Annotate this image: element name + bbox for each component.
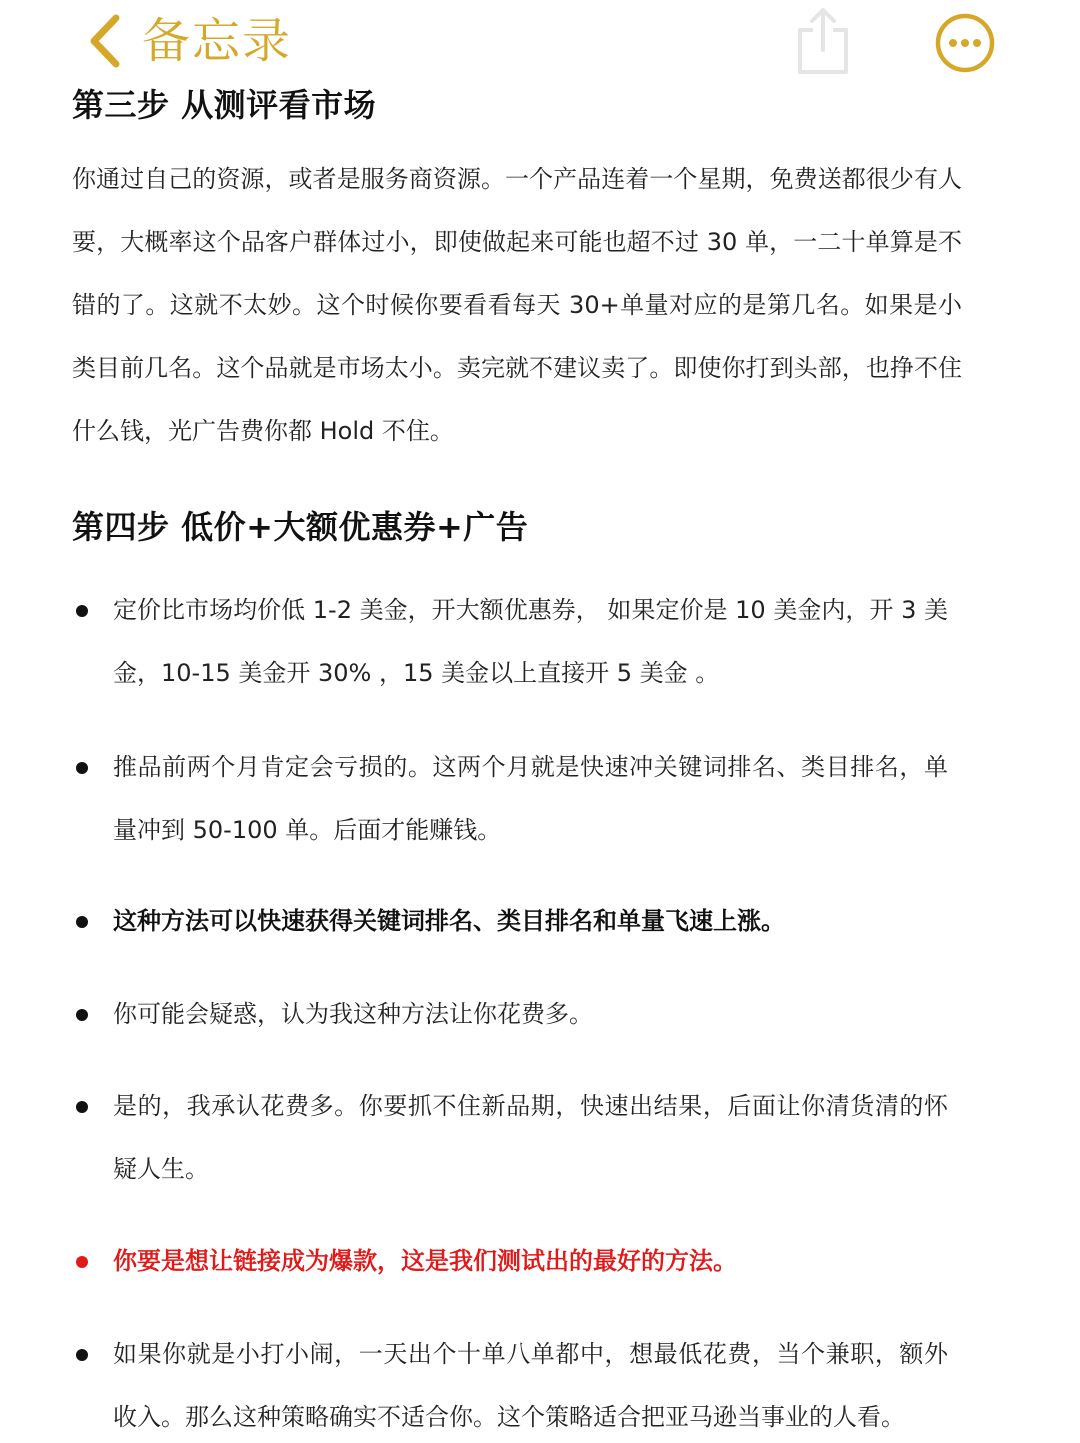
back-label: 备忘录 (142, 13, 293, 69)
list-item (72, 890, 962, 953)
section-4-heading: 第四步 低价+大额优惠券+广告 (72, 508, 529, 546)
navigation-bar (0, 0, 1080, 84)
bullet-dot (76, 916, 88, 928)
list-item (72, 579, 962, 705)
bullet-dot (76, 1256, 88, 1268)
bullet-dot (76, 1349, 88, 1361)
list-item-text: 是的，我承认花费多。你要抓不住新品期，快速出结果，后面让你清货清的怀疑人生。 (113, 1092, 948, 1183)
more-icon (934, 12, 996, 74)
list-item (72, 1075, 962, 1201)
list-item-text: 定价比市场均价低 1-2 美金，开大额优惠券， 如果定价是 10 美金内，开 3 美金，10-15 美金开 30% ，15 美金以上直接开 5 美金 。 (113, 596, 948, 687)
bullet-dot (76, 1009, 88, 1021)
back-button[interactable] (88, 8, 292, 74)
section-3-heading: 第三步 从测评看市场 (72, 86, 377, 124)
list-item-text: 你可能会疑惑，认为我这种方法让你花费多。 (113, 1000, 593, 1028)
more-button[interactable] (934, 12, 996, 74)
list-item (72, 736, 962, 862)
chevron-left-icon (88, 14, 122, 68)
section-3-paragraph: 你通过自己的资源，或者是服务商资源。一个产品连着一个星期，免费送都很少有人要，大概率这个品客户群体过小，即使做起来可能也超不过 30 单，一二十单算是不错的了。这就不太妙。这个时候你要看看每天 30+单量对应的是第几名。如果是小类目前几名。这个品就是市场太小。卖完就不建议卖了。即使你打到头部，也挣不住什么钱，光广告费你都 Hold 不住。 (72, 165, 962, 445)
list-item (72, 983, 962, 1046)
list-item-text: 推品前两个月肯定会亏损的。这两个月就是快速冲关键词排名、类目排名，单量冲到 50-100 单。后面才能赚钱。 (113, 753, 948, 844)
bullet-dot (76, 1101, 88, 1113)
list-item-text: 你要是想让链接成为爆款，这是我们测试出的最好的方法。 (113, 1247, 737, 1275)
bullet-dot (76, 762, 88, 774)
list-item-text: 如果你就是小打小闹，一天出个十单八单都中，想最低花费，当个兼职，额外收入。那么这种策略确实不适合你。这个策略适合把亚马逊当事业的人看。 (113, 1340, 948, 1431)
list-item (72, 1323, 962, 1443)
bullet-dot (76, 605, 88, 617)
list-item-highlight (72, 1230, 962, 1293)
list-item-text: 这种方法可以快速获得关键词排名、类目排名和单量飞速上涨。 (113, 907, 785, 935)
share-button[interactable] (794, 4, 852, 76)
share-icon (794, 4, 852, 76)
